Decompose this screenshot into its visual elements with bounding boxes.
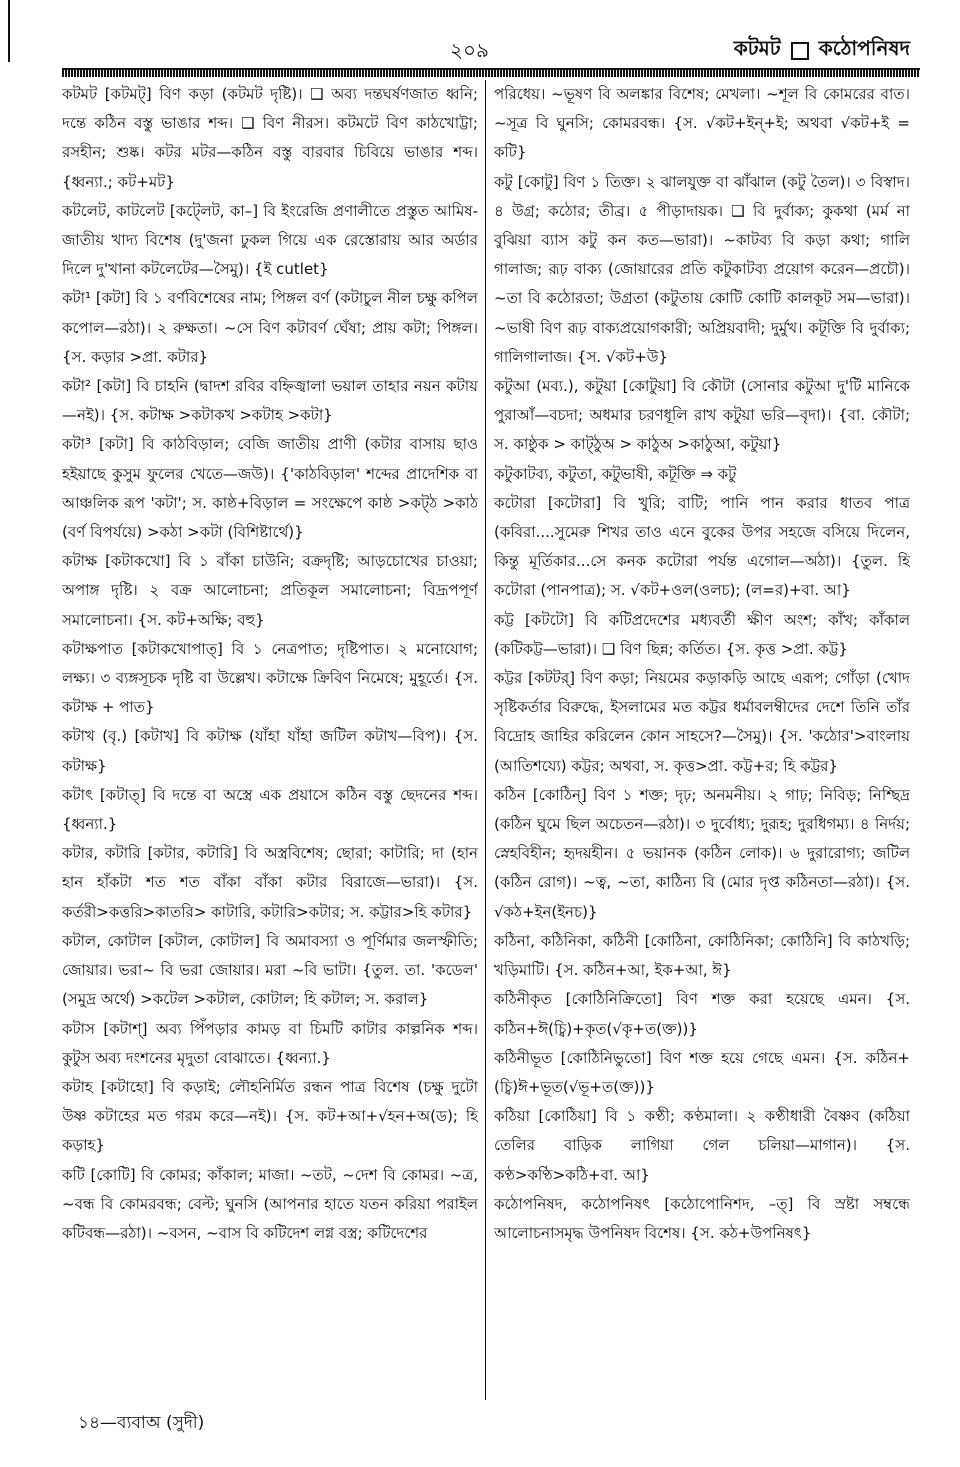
dictionary-entry: কট্টর [কটটর্] বিণ কড়া; নিয়মের কড়াকড়ি আছে এরূপ; গোঁড়া (খোদ সৃষ্টিকর্তার বিরুদ্ধে, ইসলামের মত কট্টর ধর্মাবলম্বীদের দেশে তিনি তাঁর বিদ্রোহ জাহির করিলেন কোন সাহসে?—সৈমু)। {স. 'কঠোর'>বাংলায় (আতিশয্যে) কট্টর; অথবা, স. কৃত্ত>প্রা. কট্ট+র; হি কট্টর} bbox=[494, 669, 910, 775]
dictionary-entry: কটমট [কটমট্] বিণ কড়া (কটমট দৃষ্টি)। ❑ অব্য দন্তঘর্ষণজাত ধ্বনি; দন্তে কঠিন বস্তু ভাঙার শব্দ। ❑ বিণ নীরস। কটমটে বিণ কাঠখোট্টা; রসহীন; শুষ্ক। কটর মটর—কঠিন বস্তু বারবার চিবিয়ে ভাঙার শব্দ। {ধ্বন্যা.; কট+মট} bbox=[62, 85, 478, 191]
column-divider bbox=[485, 80, 486, 1400]
dictionary-entry: কঠিনা, কঠিনিকা, কঠিনী [কোঠিনা, কোঠিনিকা; কোঠিনি] বি কাঠখড়ি; খড়িমাটি। {স. কঠিন+আ, ইক+আ, ঈ} bbox=[494, 931, 910, 980]
dictionary-entry: কটাখ (বৃ.) [কটাখ] বি কটাক্ষ (যাঁহা যাঁহা জটিল কটাখ—বিপ)। {স. কটাক্ষ} bbox=[62, 727, 478, 775]
dictionary-entry: কটাল, কোটাল [কটাল, কোটাল] বি অমাবস্যা ও পূর্ণিমার জলস্ফীতি; জোয়ার। ভরা~ বি ভরা জোয়ার। মরা ~বি ভাটা। {তুল. তা. 'কডেল' (সমুদ্র অর্থে) >কটেল >কটাল, কোটাল; হি কটাল; স. করাল} bbox=[62, 931, 478, 1009]
dictionary-entry: কঠিনীকৃত [কোঠিনিক্রিতো] বিণ শক্ত করা হয়েছে এমন। {স. কঠিন+ঈ(চ্বি)+কৃত(√কৃ+ত(ক্ত))} bbox=[494, 990, 910, 1038]
guide-words bbox=[734, 34, 910, 67]
dictionary-entry: কঠোপনিষদ, কঠোপনিষৎ [কঠোপোনিশদ, –ত্] বি স্রষ্টা সম্বন্ধে আলোচনাসমৃদ্ধ উপনিষদ বিশেষ। {স. কঠ+উপনিষৎ} bbox=[494, 1194, 910, 1242]
dictionary-entry: কট্ট [কটটো] বি কটিপ্রদেশের মধ্যবর্তী ক্ষীণ অংশ; কাঁখ; কাঁকাল (কটিকট্ট—ভারা)। ❑ বিণ ছিন্ন; কর্তিত। {স. কৃত্ত >প্রা. কট্ট} bbox=[494, 610, 910, 658]
dictionary-entry: কটুআ (মব্য.), কটুয়া [কোটুয়া] বি কৌটা (সোনার কটুআ দু'টি মানিকে পুরাআঁ—বচদা; অধমার চরণধূলি রাখ কটুয়া ভরি—বৃদা)। {বা. কৌটা; স. কাষ্ঠুক > কাট্‌ঠুঅ > কাঠুঅ >কাঠুআ, কটুয়া} bbox=[494, 377, 910, 454]
dictionary-entry: কটলেট, কাটলেট [কট্লেট, কা–] বি ইংরেজি প্রণালীতে প্রস্তুত আমিষ-জাতীয় খাদ্য বিশেষ (দু'জনা ঢুকল গিয়ে এক রেস্তোরায় আর অর্ডার দিলে দু'খানা কটলেটের—সৈমু)। {ই cutlet} bbox=[62, 201, 478, 279]
dictionary-entry: কটাক্ষ [কটাকখো] বি ১ বাঁকা চাউনি; বক্রদৃষ্টি; আড়চোখের চাওয়া; অপাঙ্গ দৃষ্টি। ২ বক্র আলোচনা; প্রতিকূল সমালোচনা; বিদ্রূপপূর্ণ সমালোচনা। {স. কট+অক্ষি; বহু} bbox=[62, 552, 478, 629]
dictionary-entry: কটা³ [কটা] বি কাঠবিড়াল; বেজি জাতীয় প্রাণী (কটার বাসায় ছাও হইয়াছে কুসুম ফুলের খেতে—জউ)। {'কাঠবিড়াল' শব্দের প্রাদেশিক বা আঞ্চলিক রূপ 'কটা'; স. কাষ্ঠ+বিড়াল = সংক্ষেপে কাষ্ঠ >কট্ঠ >কাঠ (বর্ণ বিপর্যয়ে) >কঠা >কটা (বিশিষ্টার্থে)} bbox=[62, 435, 478, 542]
dictionary-entry: কটোরা [কটোরা] বি খুরি; বাটি; পানি পান করার ধাতব পাত্র (কবিরা....সুমেরু শিখর তাও এনে বুকের উপর সহজে বসিয়ে দিলেন, কিন্তু মূর্তিকার...সে কনক কটোরা পর্যন্ত এগোল—অঠা)। {তুল. হি কটোরা (পানপাত্র); স. √কট+ওল(ওলচ); (ল=র)+বা. আ} bbox=[494, 493, 910, 600]
dictionary-entry: কঠিয়া [কোঠিয়া] বি ১ কণ্ঠী; কণ্ঠমালা। ২ কণ্ঠীধারী বৈষ্ণব (কঠিয়া তেলির বাড়িক লাগিয়া গেল চলিয়া—মাগান)। {স. কণ্ঠ>কণ্ঠি>কঠি+বা. আ} bbox=[494, 1107, 910, 1184]
dictionary-entry: কটু [কোটু] বিণ ১ তিক্ত। ২ ঝালযুক্ত বা ঝাঁঝাল (কটু তৈল)। ৩ বিস্বাদ। ৪ উগ্র; কঠোর; তীব্র। ৫ পীড়াদায়ক। ❑ বি দুর্বাক্য; কুকথা (মর্ম না বুঝিয়া ব্যাস কটু কন কত—ভারা)। ~কাটব্য বি কড়া কথা; গালি গালাজ; রূঢ় বাক্য (জোয়ারের প্রতি কটুকাটব্য প্রয়োগ করেন—প্রচৌ)। ~তা বি কঠোরতা; উগ্রতা (কটুতায় কোটি কোটি কালকূট সম—ভারা)। ~ভাষী বিণ রূঢ় বাক্যপ্রয়োগকারী; অপ্রিয়বাদী; দুর্মুখ। কটূক্তি বি দুর্বাক্য; গালিগালাজ। {স. √কট+উ} bbox=[494, 172, 910, 366]
footer-signature: ১৪—ব্যবাঅ (সুদী) bbox=[78, 1413, 205, 1433]
guide-word-last: কঠোপনিষদ bbox=[818, 36, 910, 60]
header-rule bbox=[62, 68, 920, 77]
left-column bbox=[62, 80, 478, 1400]
dictionary-entry: কটাস [কটাশ্] অব্য পিঁপড়ার কামড় বা চিমটি কাটার কাল্পনিক শব্দ। কুটুস অব্য দংশনের মৃদুতা বোঝাতে। {ধ্বন্যা.} bbox=[62, 1019, 478, 1067]
frame-line bbox=[8, 0, 10, 62]
dictionary-entry: কটুকাটব্য, কটুতা, কটুভাষী, কটূক্তি ⇒ কটু bbox=[494, 464, 737, 483]
dictionary-entry: কটাক্ষপাত [কটাকখোপাত্] বি ১ নেত্রপাত; দৃষ্টিপাত। ২ মনোযোগ; লক্ষ্য। ৩ ব্যঙ্গসূচক দৃষ্টি বা উল্লেখ। কটাক্ষে ক্রিবিণ নিমেষে; মুহূর্তে। {স. কটাক্ষ + পাত} bbox=[62, 639, 478, 717]
dictionary-entry: কটাৎ [কটাত্] বি দন্তে বা অস্ত্রে এক প্রয়াসে কঠিন বস্তু ছেদনের শব্দ। {ধ্বন্যা.} bbox=[62, 785, 478, 834]
dictionary-entry: কঠিনীভূত [কোঠিনিভুতো] বিণ শক্ত হয়ে গেছে এমন। {স. কঠিন+(চ্বি)ঈ+ভূত(√ভূ+ত(ক্ত))} bbox=[494, 1048, 910, 1096]
page-number: ২০৯ bbox=[450, 38, 489, 62]
right-column bbox=[494, 80, 910, 1400]
dictionary-columns bbox=[62, 80, 920, 1410]
dictionary-entry: কটা² [কটা] বি চাহনি (দ্বাদশ রবির বহ্নিজ্বালা ভয়াল তাহার নয়ন কটায়—নই)। {স. কটাক্ষ >কটাকখ >কটাহ >কটা} bbox=[62, 377, 478, 425]
dictionary-entry: পরিধেয়। ~ভূষণ বি অলঙ্কার বিশেষ; মেখলা। ~শূল বি কোমরের বাত। ~সূত্র বি ঘুনসি; কোমরবন্ধ। {স. √কট+ইন্+ই; অথবা √কট+ই = কটি} bbox=[494, 85, 910, 162]
guide-word-first: কটমট bbox=[733, 36, 781, 60]
dictionary-entry: কঠিন [কোঠিন্] বিণ ১ শক্ত; দৃঢ়; অনমনীয়। ২ গাঢ়; নিবিড়; নিশ্ছিদ্র (কঠিন ঘুমে ছিল অচেতন—রঠা)। ৩ দুর্বোধ্য; দুরূহ; দুরধিগম্য। ৪ নির্দয়; স্নেহবিহীন; হৃদয়হীন। ৫ ভয়ানক (কঠিন লোক)। ৬ দুরারোগ্য; জটিল (কঠিন রোগ)। ~ত্ব, ~তা, কাঠিন্য বি (মোর দৃপ্ত কঠিনতা—রঠা)। {স. √কঠ+ইন(ইনচ)} bbox=[494, 785, 910, 921]
dictionary-entry: কটা¹ [কটা] বি ১ বর্ণবিশেষের নাম; পিঙ্গল বর্ণ (কটাচুল নীল চক্ষু কপিল কপোল—রঠা)। ২ রুক্ষতা। ~সে বিণ কটাবর্ণ ঘেঁষা; প্রায় কটা; পিঙ্গল। {স. কড়ার >প্রা. কটার} bbox=[62, 289, 478, 366]
square-icon bbox=[791, 42, 809, 60]
dictionary-entry: কটাহ [কটাহো] বি কড়াই; লৌহনির্মিত রন্ধন পাত্র বিশেষ (চক্ষু দুটো উষ্ণ কটাহের মত গরম করে—নই)। {স. কট+আ+√হন+অ(ড); হি কড়াহ} bbox=[62, 1077, 478, 1155]
page-header bbox=[60, 34, 920, 68]
dictionary-entry: কটার, কটারি [কটার, কটারি] বি অস্ত্রবিশেষ; ছোরা; কাটারি; দা (হান হান হাঁকটা শত শত বাঁকা বাঁকা কটার বিরাজে—ভারা)। {স. কর্তরী>কত্তরি>কাতরি> কাটারি, কটারি>কটার; স. কট্টার>হি কটার} bbox=[62, 844, 478, 921]
dictionary-entry: কটি [কোটি] বি কোমর; কাঁকাল; মাজা। ~তট, ~দেশ বি কোমর। ~ত্র, ~বন্ধ বি কোমরবন্ধ; বেল্ট; ঘুনসি (আপনার হাতে যতন করিয়া পরাইল কটিবন্ধ—রঠা)। ~বসন, ~বাস বি কটিদেশ লগ্ন বস্ত্র; কটিদেশের bbox=[62, 1165, 478, 1242]
